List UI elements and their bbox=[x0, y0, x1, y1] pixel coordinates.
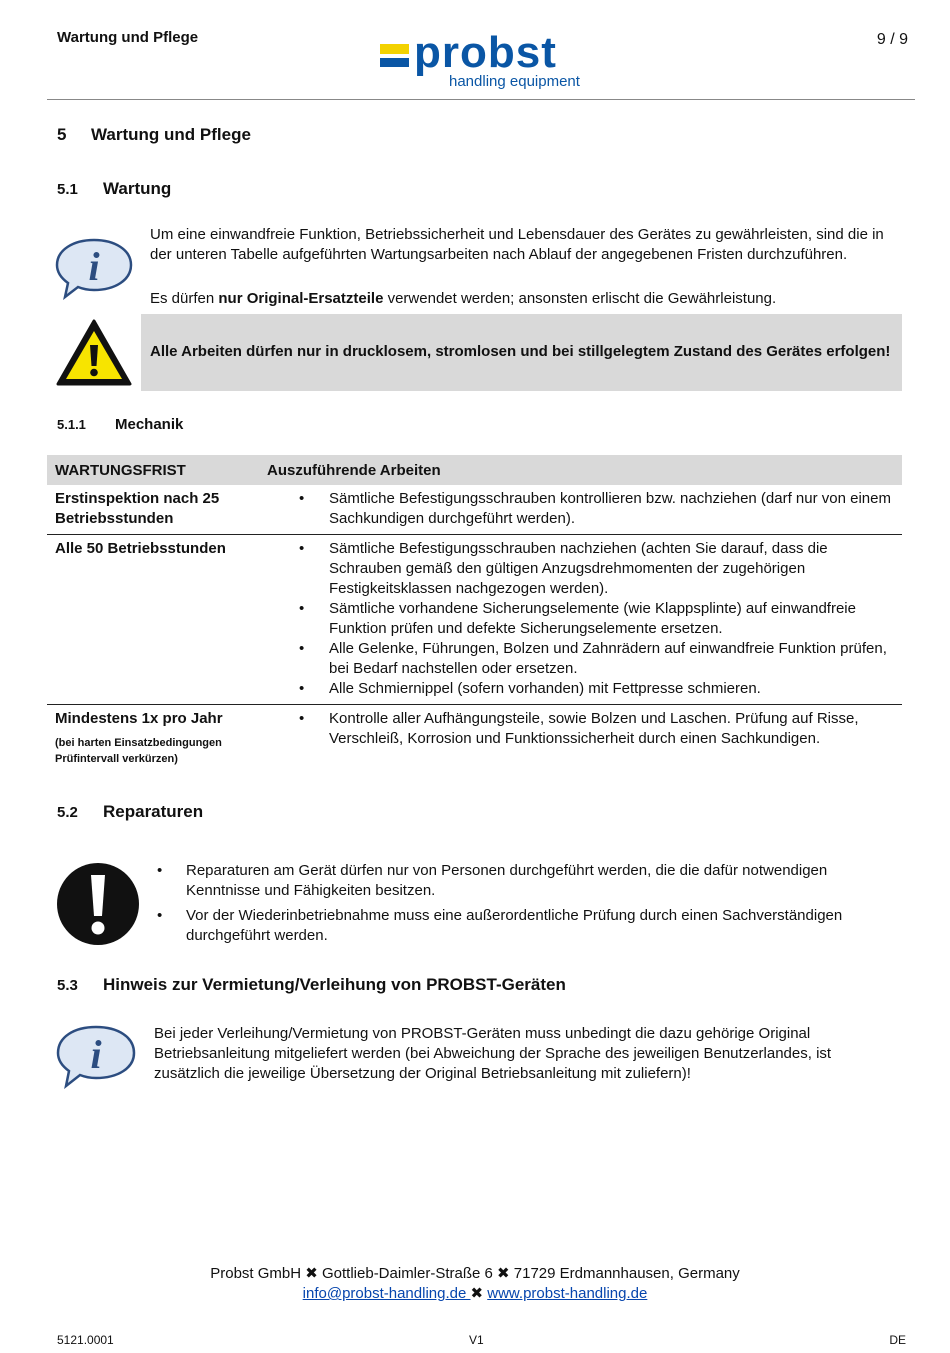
maintenance-table bbox=[47, 455, 902, 772]
section-heading-5-1 bbox=[57, 179, 171, 199]
logo-subtitle: handling equipment bbox=[449, 73, 580, 90]
table-header-interval: WARTUNGSFRIST bbox=[47, 455, 259, 485]
section-title: Reparaturen bbox=[103, 802, 204, 821]
table-header-row bbox=[47, 455, 902, 485]
repair-list bbox=[186, 861, 886, 951]
warning-text: Alle Arbeiten dürfen nur in drucklosem, stromlosen und bei stillgelegtem Zustand des Gerätes erfolgen! bbox=[150, 343, 891, 360]
repair-item: • Vor der Wiederinbetriebnahme muss eine außerordentliche Prüfung durch einen Sachverständigen durchgeführt werden. bbox=[186, 906, 886, 946]
task-item: • Sämtliche Befestigungsschrauben kontrollieren bzw. nachziehen (darf nur von einem Sachkundigen durchgeführt werden). bbox=[329, 489, 894, 529]
task-item: • Alle Schmiernippel (sofern vorhanden) mit Fettpresse schmieren. bbox=[329, 679, 894, 699]
section-number: 5.3 bbox=[57, 977, 78, 994]
logo-blue-bar bbox=[380, 58, 409, 67]
interval-label: Alle 50 Betriebsstunden bbox=[55, 540, 226, 557]
footer-contact bbox=[0, 1284, 950, 1302]
exclamation-icon bbox=[56, 862, 140, 951]
task-list bbox=[267, 489, 894, 529]
task-item: • Sämtliche Befestigungsschrauben nachziehen (achten Sie darauf, dass die Schrauben gemäß den gültigen Anzugsdrehmomenten der zugehörigen Festigkeitsklassen nachgezogen werden). bbox=[329, 539, 894, 599]
table-header-tasks: Auszuführende Arbeiten bbox=[259, 455, 902, 485]
table-row bbox=[47, 485, 902, 535]
header-title: Wartung und Pflege bbox=[57, 29, 199, 46]
info-icon bbox=[54, 1023, 138, 1089]
header-divider bbox=[47, 99, 915, 100]
section-title: Wartung bbox=[103, 179, 172, 198]
task-item: • Kontrolle aller Aufhängungsteile, sowie Bolzen und Laschen. Prüfung auf Risse, Verschleiß, Korrosion und Funktionssicherheit durch einen Sachkundigen. bbox=[329, 709, 894, 749]
section-heading-5-2 bbox=[57, 802, 203, 822]
task-list bbox=[267, 539, 894, 699]
footer-email-link[interactable]: info@probst-handling.de bbox=[302, 1285, 471, 1302]
section-number: 5.2 bbox=[57, 804, 78, 821]
section-title: Hinweis zur Vermietung/Verleihung von PROBST-Geräten bbox=[103, 975, 566, 994]
warning-icon bbox=[55, 318, 133, 393]
doc-version: V1 bbox=[469, 1333, 484, 1347]
spare-parts-text bbox=[150, 289, 895, 309]
interval-note: (bei harten Einsatzbedingungen Prüfintervall verkürzen) bbox=[55, 737, 222, 765]
doc-language: DE bbox=[889, 1333, 906, 1347]
page-number: 9 / 9 bbox=[876, 31, 908, 48]
section-number: 5 bbox=[57, 125, 67, 144]
spare-parts-bold: nur Original-Ersatzteile bbox=[218, 290, 384, 307]
svg-text:i: i bbox=[88, 244, 100, 289]
task-item: • Alle Gelenke, Führungen, Bolzen und Zahnrädern auf einwandfreie Funktion prüfen, bei Bedarf nachstellen oder ersetzen. bbox=[329, 639, 894, 679]
task-item: • Sämtliche vorhandene Sicherungselemente (wie Klappsplinte) auf einwandfreie Funktion prüfen und defekte Sicherungselemente ersetzen. bbox=[329, 599, 894, 639]
interval-label: Erstinspektion nach 25 Betriebsstunden bbox=[55, 490, 220, 527]
interval-label: Mindestens 1x pro Jahr bbox=[55, 710, 223, 727]
doc-number: 5121.0001 bbox=[57, 1333, 114, 1347]
logo-yellow-bar bbox=[380, 44, 409, 54]
section-heading-5-3 bbox=[57, 975, 566, 995]
task-list bbox=[267, 709, 894, 749]
section-number: 5.1.1 bbox=[57, 417, 86, 432]
logo-word: probst bbox=[414, 28, 557, 77]
footer-address: Probst GmbH ✖ Gottlieb-Daimler-Straße 6 ✖ 71729 Erdmannhausen, Germany bbox=[210, 1265, 740, 1282]
section-title: Mechanik bbox=[115, 416, 184, 433]
footer-separator: ✖ bbox=[470, 1285, 488, 1302]
probst-logo bbox=[380, 28, 600, 96]
section-number: 5.1 bbox=[57, 181, 78, 198]
spare-parts-pre: Es dürfen bbox=[150, 290, 219, 307]
footer-web-link[interactable]: www.probst-handling.de bbox=[487, 1285, 648, 1302]
table-row bbox=[47, 535, 902, 705]
rental-note-text: Bei jeder Verleihung/Vermietung von PROBST-Geräten muss unbedingt die dazu gehörige Original Betriebsanleitung mitgeliefert werden (bei Abweichung der Sprache des jeweiligen Benutzerlandes, ist zusätzlich die jeweilige Übersetzung der Original Betriebsanleitung mit zuliefern)! bbox=[154, 1025, 832, 1082]
section-title: Wartung und Pflege bbox=[91, 125, 251, 144]
spare-parts-post: verwendet werden; ansonsten erlischt die Gewährleistung. bbox=[383, 290, 777, 307]
table-row bbox=[47, 705, 902, 773]
maintenance-info-text: Um eine einwandfreie Funktion, Betriebssicherheit und Lebensdauer des Gerätes zu gewährleisten, sind die in der unteren Tabelle aufgeführten Wartungsarbeiten nach Ablauf der angegebenen Fristen durchzuführen. bbox=[150, 226, 884, 263]
section-heading-5 bbox=[57, 125, 251, 145]
repair-item: • Reparaturen am Gerät dürfen nur von Personen durchgeführt werden, die die dafür notwendigen Kenntnisse und Fähigkeiten besitzen. bbox=[186, 861, 886, 901]
section-heading-5-1-1 bbox=[57, 416, 183, 433]
svg-text:i: i bbox=[90, 1032, 102, 1077]
info-icon bbox=[53, 236, 135, 300]
